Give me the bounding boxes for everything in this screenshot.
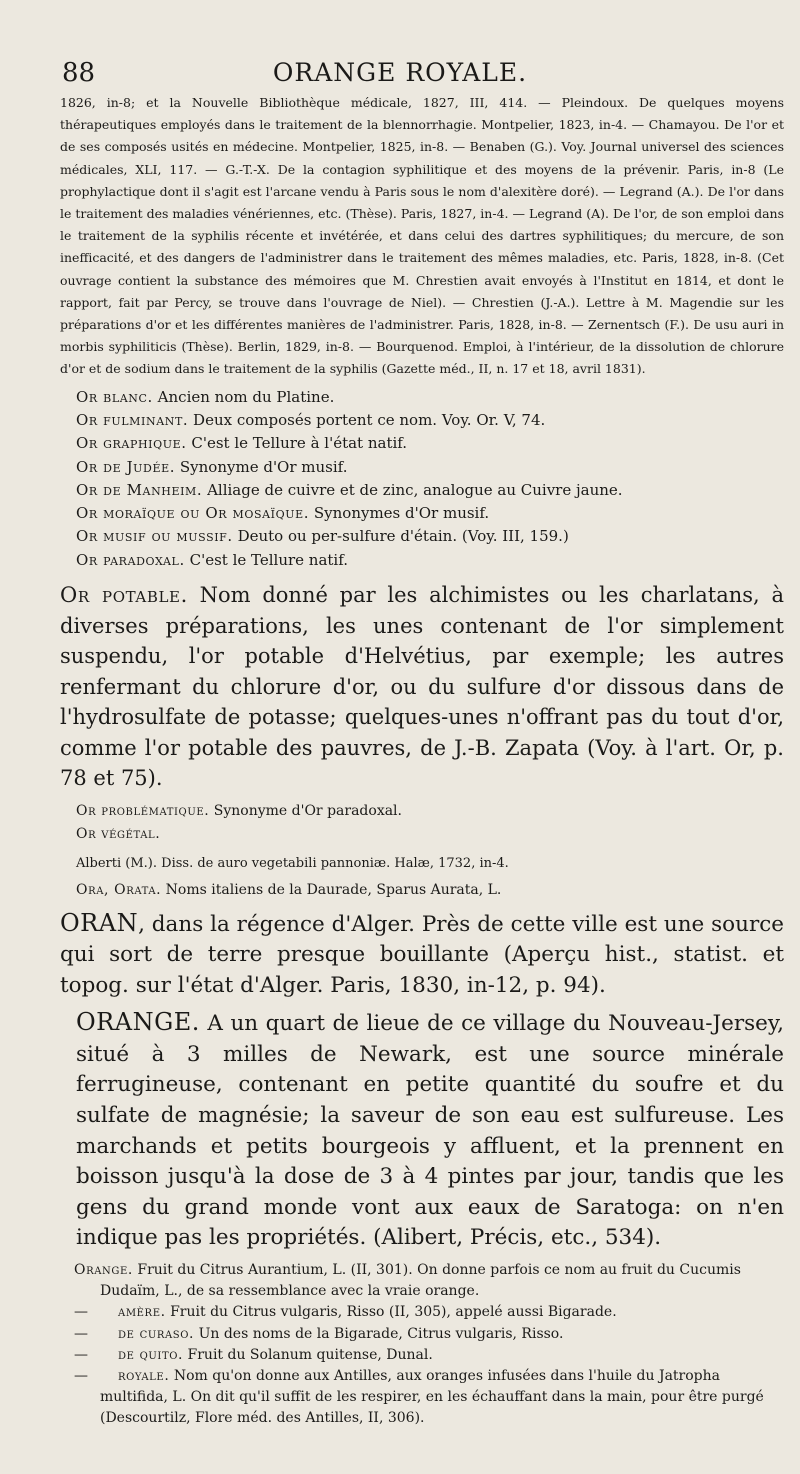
entry-or-graphique: Or graphique. C'est le Tellure à l'état natif. xyxy=(76,434,408,453)
entry-orange-amere: — amère. Fruit du Citrus vulgaris, Risso (II, 305), appelé aussi Bigarade. xyxy=(74,1304,617,1321)
entry-or-moraique: Or moraïque ou Or mosaïque. Synonymes d'Or musif. xyxy=(76,504,490,523)
or-potable-text: Nom donné par les alchimistes ou les charlatans, à diverses préparations, les unes contenant de l'or simplement suspendu, l'or potable d'Helvétius, par exemple; les autres renfermant du chlorure d'or, ou du sulfure d'or dissous dans de l'hydrosulfate de potasse; quelques-unes n'offrant pas du tout d'or, comme l'or potable des pauvres, de J.-B. Zapata (Voy. à l'art. Or, p. 78 et 75). xyxy=(60,583,785,791)
page-body xyxy=(60,92,784,1430)
page-header xyxy=(60,58,740,92)
orange-place-term: ORANGE. xyxy=(76,1008,200,1037)
entry-or-de-judee: Or de Judée. Synonyme d'Or musif. xyxy=(76,457,348,476)
entry-or-problematique: Or problématique. Synonyme d'Or paradoxal. xyxy=(76,802,402,819)
entry-or-paradoxal: Or paradoxal. C'est le Tellure natif. xyxy=(76,550,349,569)
oran-term: ORAN xyxy=(60,908,139,937)
entry-orange-place xyxy=(60,1007,784,1254)
or-entries-list-2 xyxy=(60,800,784,902)
entry-orange-fruit: Orange. Fruit du Citrus Aurantium, L. (II, 301). On donne parfois ce nom au fruit du Cucumis Dudaïm, L., de sa ressemblance avec la vraie orange. xyxy=(74,1262,741,1300)
entry-orange-curaso: — de curaso. Un des noms de la Bigarade, Citrus vulgaris, Risso. xyxy=(74,1325,564,1342)
or-entries-list xyxy=(60,386,784,572)
running-head: ORANGE ROYALE. xyxy=(272,58,528,87)
entry-ora: Ora, Orata. Noms italiens de la Daurade, Sparus Aurata, L. xyxy=(76,881,502,898)
entry-or-de-manheim: Or de Manheim. Alliage de cuivre et de zinc, analogue au Cuivre jaune. xyxy=(76,480,623,499)
entry-or-musif: Or musif ou mussif. Deuto ou per-sulfure d'étain. (Voy. III, 159.) xyxy=(76,527,569,546)
entry-or-vegetal: Or végétal. xyxy=(76,825,161,842)
page-number: 88 xyxy=(62,58,96,88)
or-potable-term: Or potable. xyxy=(60,583,188,608)
entry-orange-quito: — de quito. Fruit du Solanum quitense, Dunal. xyxy=(74,1346,433,1363)
entry-oran xyxy=(60,908,784,1002)
orange-place-text: A un quart de lieue de ce village du Nouveau-Jersey, situé à 3 milles de Newark, est une source minérale ferrugineuse, contenant en petite quantité du soufre et du sulfate de magnésie; la saveur de son eau est sulfureuse. Les marchands et petits bourgeois y affluent, et la prennent en boisson jusqu'à la dose de 3 à 4 pintes par jour, tandis que les gens du grand monde vont aux eaux de Saratoga: on n'en indique pas les propriétés. (Alibert, Précis, etc., 534). xyxy=(76,1011,784,1251)
entry-or-fulminant: Or fulminant. Deux composés portent ce nom. Voy. Or. V, 74. xyxy=(76,410,546,429)
entry-orange-royale: — royale. Nom qu'on donne aux Antilles, aux oranges infusées dans l'huile du Jatropha multifida, L. On dit qu'il suffit de les respirer, en les échauffant dans la main, pour être purgé (Descourtilz, Flore méd. des Antilles, II, 306). xyxy=(74,1368,764,1427)
oran-text: , dans la régence d'Alger. Près de cette ville est une source qui sort de terre presque bouillante (Aperçu hist., statist. et topog. sur l'état d'Alger. Paris, 1830, in-12, p. 94). xyxy=(60,911,784,998)
bibliography-paragraph: 1826, in-8; et la Nouvelle Bibliothèque médicale, 1827, III, 414. — Pleindoux. De quelques moyens thérapeutiques employés dans le traitement de la blennorrhagie. Montpelier, 1823, in-4. — Chamayou. De l'or et de ses composés usités en médecine. Montpelier, 1825, in-8. — Benaben (G.). Voy. Journal universel des sciences médicales, XLI, 117. — G.-T.-X. De la contagion syphilitique et des moyens de la prévenir. Paris, in-8 (Le prophylactique dont il s'agit est l'arcane vendu à Paris sous le nom d'alexitère doré). — Legrand (A.). De l'or dans le traitement des maladies vénériennes, etc. (Thèse). Paris, 1827, in-4. — Legrand (A). De l'or, de son emploi dans le traitement de la syphilis récente et invétérée, et dans celui des dartres syphilitiques; du mercure, de son inefficacité, et des dangers de l'administrer dans le traitement des mêmes maladies, etc. Paris, 1828, in-8. (Cet ouvrage contient la substance des mémoires que M. Chrestien avait envoyés à l'Institut en 1814, et dont le rapport, fait par Percy, se trouve dans l'ouvrage de Niel). — Chrestien (J.-A.). Lettre à M. Magendie sur les préparations d'or et les différentes manières de l'administrer. Paris, 1828, in-8. — Zernentsch (F.). De usu auri in morbis syphiliticis (Thèse). Berlin, 1829, in-8. — Bourquenod. Emploi, à l'intérieur, de la dissolution de chlorure d'or et de sodium dans le traitement de la syphilis (Gazette méd., II, n. 17 et 18, avril 1831). xyxy=(60,95,784,377)
entry-or-blanc: Or blanc. Ancien nom du Platine. xyxy=(76,387,335,406)
alberti-reference: Alberti (M.). Diss. de auro vegetabili pannoniæ. Halæ, 1732, in-4. xyxy=(76,855,509,871)
entry-or-potable xyxy=(60,580,784,794)
orange-fruit-section xyxy=(60,1260,784,1430)
